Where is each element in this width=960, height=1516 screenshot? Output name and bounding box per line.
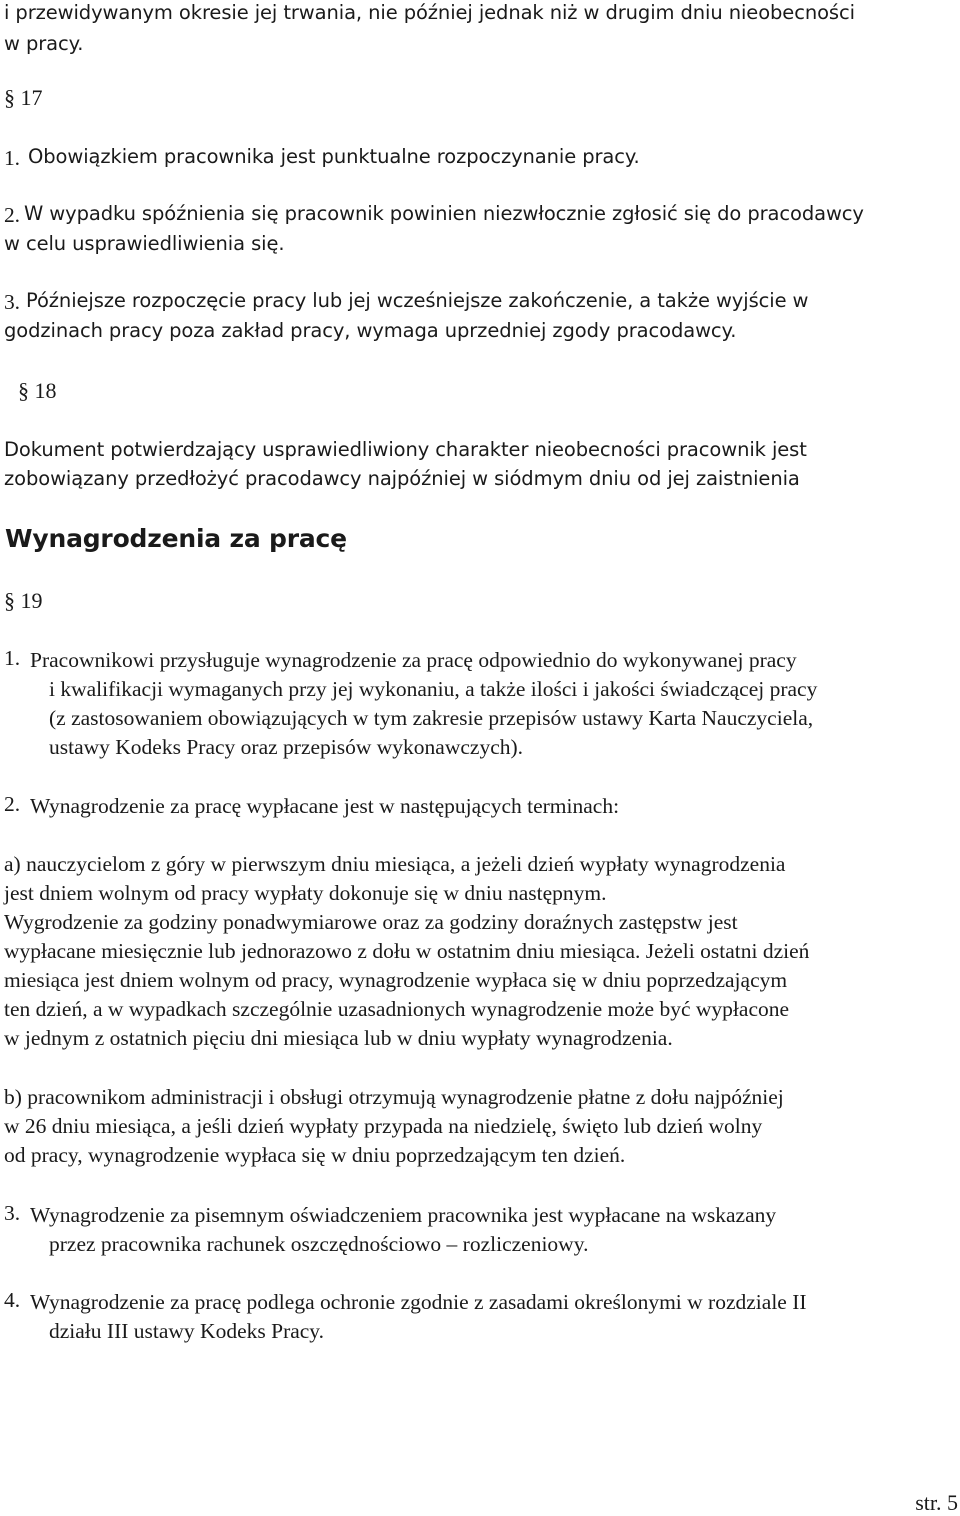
para-b-line-3: od pracy, wynagrodzenie wypłaca się w dniu poprzedzającym ten dzień.: [4, 1143, 626, 1167]
s17-item-1-line-1: Obowiązkiem pracownika jest punktualne rozpoczynanie pracy.: [28, 145, 640, 168]
s19-item-1-line-4: ustawy Kodeks Pracy oraz przepisów wykonawczych).: [49, 735, 524, 759]
s17-item-3-line-2: godzinach pracy poza zakład pracy, wymaga uprzedniej zgody pracodawcy.: [4, 319, 737, 342]
intro-line-1: i przewidywanym okresie jej trwania, nie później jednak niż w drugim dniu nieobecności: [4, 1, 855, 24]
s19-item-3-line-1: Wynagrodzenie za pisemnym oświadczeniem pracownika jest wypłacane na wskazany: [30, 1203, 777, 1227]
s19-item-4-line-2: działu III ustawy Kodeks Pracy.: [49, 1319, 325, 1343]
s19-item-2-number: 2.: [4, 792, 21, 816]
s17-item-3-line-1: Późniejsze rozpoczęcie pracy lub jej wcześniejsze zakończenie, a także wyjście w: [26, 289, 809, 312]
section-heading-wages: Wynagrodzenia za pracę: [5, 524, 347, 553]
s17-item-2-line-2: w celu usprawiedliwienia się.: [4, 232, 285, 255]
section-19-label: § 19: [4, 588, 43, 613]
s19-item-1-line-2: i kwalifikacji wymaganych przy jej wykonaniu, a także ilości i jakości świadczącej pracy: [49, 677, 818, 701]
s18-line-2: zobowiązany przedłożyć pracodawcy najpóźniej w siódmym dniu od jej zaistnienia: [4, 467, 800, 490]
page-number: str. 5: [915, 1490, 958, 1515]
para-a-line-1: a) nauczycielom z góry w pierwszym dniu miesiąca, a jeżeli dzień wypłaty wynagrodzenia: [4, 852, 786, 876]
para-a-line-5: miesiąca jest dniem wolnym od pracy, wynagrodzenie wypłaca się w dniu poprzedzającym: [4, 968, 788, 992]
para-a-line-6: ten dzień, a w wypadkach szczególnie uzasadnionych wynagrodzenie może być wypłacone: [4, 997, 790, 1021]
section-18-label: § 18: [18, 378, 57, 403]
para-a-line-2: jest dniem wolnym od pracy wypłaty dokonuje się w dniu następnym.: [4, 881, 607, 905]
s19-item-3-number: 3.: [4, 1201, 21, 1225]
para-a-line-4: wypłacane miesięcznie lub jednorazowo z dołu w ostatnim dniu miesiąca. Jeżeli ostatni dzień: [4, 939, 810, 963]
s19-item-1-line-1: Pracownikowi przysługuje wynagrodzenie za pracę odpowiednio do wykonywanej pracy: [30, 648, 797, 672]
para-a-line-3: Wygrodzenie za godziny ponadwymiarowe oraz za godziny doraźnych zastępstw jest: [4, 910, 738, 934]
s19-item-1-line-3: (z zastosowaniem obowiązujących w tym zakresie przepisów ustawy Karta Nauczyciela,: [49, 706, 814, 730]
intro-line-2: w pracy.: [4, 32, 84, 55]
s19-item-3-line-2: przez pracownika rachunek oszczędnościowo – rozliczeniowy.: [49, 1232, 589, 1256]
para-b-line-2: w 26 dniu miesiąca, a jeśli dzień wypłaty przypada na niedzielę, święto lub dzień wolny: [4, 1114, 763, 1138]
s19-item-1-number: 1.: [4, 646, 21, 670]
s19-item-4-line-1: Wynagrodzenie za pracę podlega ochronie zgodnie z zasadami określonymi w rozdziale II: [30, 1290, 807, 1314]
para-b-line-1: b) pracownikom administracji i obsługi otrzymują wynagrodzenie płatne z dołu najpóźniej: [4, 1085, 784, 1109]
s17-item-1-number: 1.: [4, 146, 20, 170]
s19-item-4-number: 4.: [4, 1288, 21, 1312]
s17-item-3-number: 3.: [4, 290, 20, 314]
section-17-label: § 17: [4, 85, 43, 110]
s17-item-2-line-1: W wypadku spóźnienia się pracownik powinien niezwłocznie zgłosić się do pracodawcy: [24, 202, 864, 225]
s18-line-1: Dokument potwierdzający usprawiedliwiony charakter nieobecności pracownik jest: [4, 438, 807, 461]
s17-item-2-number: 2.: [4, 203, 20, 227]
para-a-line-7: w jednym z ostatnich pięciu dni miesiąca lub w dniu wypłaty wynagrodzenia.: [4, 1026, 673, 1050]
s19-item-2-line-1: Wynagrodzenie za pracę wypłacane jest w następujących terminach:: [30, 794, 620, 818]
